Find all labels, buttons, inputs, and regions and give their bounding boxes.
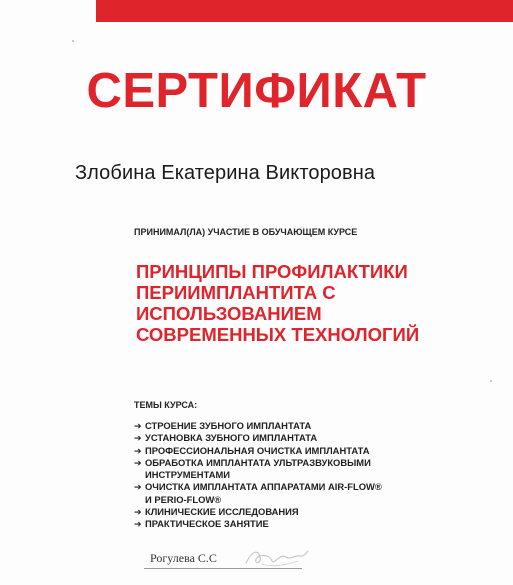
handwritten-signature	[240, 543, 312, 571]
topics-heading: ТЕМЫ КУРСА:	[134, 400, 198, 410]
topic-item	[134, 506, 474, 518]
topic-text: ОБРАБОТКА ИМПЛАНТАТА УЛЬТРАЗВУКОВЫМИ	[145, 456, 371, 468]
topic-text: И PERIO-FLOW®	[145, 493, 222, 505]
topic-item	[134, 481, 474, 506]
arrow-right-icon: ➔	[134, 433, 142, 444]
red-header-band	[96, 0, 513, 22]
topic-item	[134, 432, 474, 444]
topic-item	[134, 445, 474, 457]
scan-speck	[72, 40, 74, 42]
course-title-line: ПРИНЦИПЫ ПРОФИЛАКТИКИ	[136, 261, 408, 282]
course-title-line: ИСПОЛЬЗОВАНИЕМ	[136, 303, 322, 324]
course-title	[136, 261, 466, 345]
topic-text: ИНСТРУМЕНТАМИ	[145, 469, 231, 481]
arrow-right-icon: ➔	[134, 457, 142, 468]
arrow-right-icon: ➔	[134, 482, 142, 493]
participation-label: ПРИНИМАЛ(ЛА) УЧАСТИЕ В ОБУЧАЮЩЕМ КУРСЕ	[134, 227, 358, 237]
signatory-name: Рогулева С.С	[150, 551, 217, 565]
certificate-title: СЕРТИФИКАТ	[86, 64, 427, 118]
topic-text: ОЧИСТКА ИМПЛАНТАТА АППАРАТАМИ AIR-FLOW®	[145, 481, 382, 493]
course-title-line: СОВРЕМЕННЫХ ТЕХНОЛОГИЙ	[136, 324, 420, 345]
arrow-right-icon: ➔	[134, 507, 142, 518]
topic-text: ПРАКТИЧЕСКОЕ ЗАНЯТИЕ	[145, 518, 269, 530]
topic-item	[134, 518, 474, 530]
topic-text: ПРОФЕССИОНАЛЬНАЯ ОЧИСТКА ИМПЛАНТАТА	[145, 444, 370, 456]
topic-text: СТРОЕНИЕ ЗУБНОГО ИМПЛАНТАТА	[145, 420, 312, 431]
arrow-right-icon: ➔	[134, 445, 142, 456]
topic-item	[134, 457, 474, 482]
scan-speck	[490, 380, 492, 382]
course-title-line: ПЕРИИМПЛАНТИТА С	[136, 282, 336, 303]
arrow-right-icon: ➔	[134, 421, 142, 431]
arrow-right-icon: ➔	[134, 519, 142, 530]
topic-text: УСТАНОВКА ЗУБНОГО ИМПЛАНТАТА	[145, 432, 318, 444]
recipient-name: Злобина Екатерина Викторовна	[75, 162, 376, 184]
topic-text: КЛИНИЧЕСКИЕ ИССЛЕДОВАНИЯ	[145, 506, 299, 518]
topic-item	[134, 420, 474, 432]
topics-list	[134, 420, 474, 531]
